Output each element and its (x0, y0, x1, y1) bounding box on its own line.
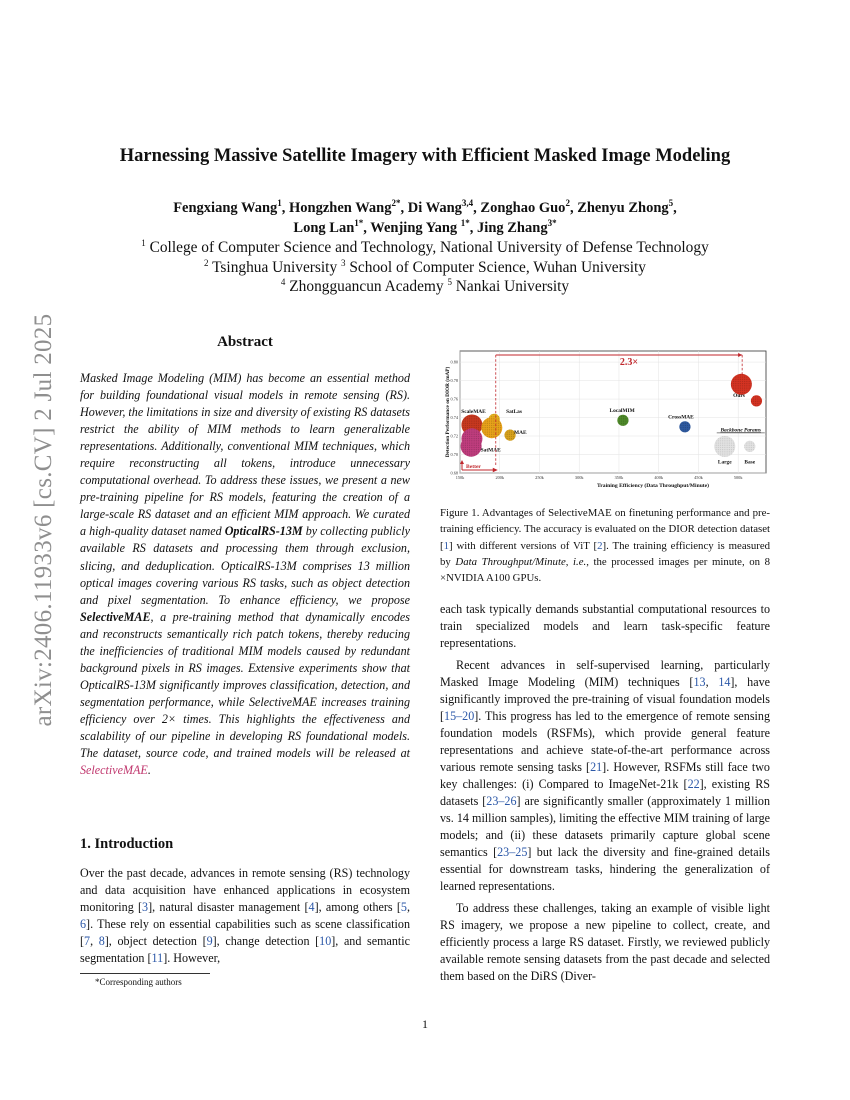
figure-1-chart (440, 343, 770, 495)
citation-link[interactable]: 9 (206, 934, 213, 949)
citation-link[interactable]: 11 (151, 951, 164, 966)
selectivemae-link[interactable]: SelectiveMAE (80, 763, 148, 778)
x-tick-label: 300k (574, 475, 584, 480)
y-tick-label: 0.80 (450, 359, 458, 365)
citation-link[interactable]: 1 (443, 539, 450, 552)
footnote-rule (80, 973, 210, 974)
paragraph: To address these challenges, taking an example of visible light RS imagery, we propose a new pipeline to collect, create, and efficiently process a large RS dataset. Firstly, we reviewed publicly available remote sensing datasets from the past decade and selected them based on the DiRS (Diver- (440, 900, 770, 983)
paragraph: each task typically demands substantial computational resources to train specialized models and learn task-specific feature representations. (440, 602, 770, 651)
citation-link[interactable]: 14 (718, 674, 731, 689)
data-point-texture (751, 395, 762, 406)
x-tick-label: 500k (733, 475, 743, 480)
y-tick-label: 0.68 (450, 470, 458, 476)
scatter-chart-svg (440, 343, 770, 495)
author: Zonghao Guo (480, 200, 566, 216)
point-label: Ours (733, 393, 745, 400)
speedup-annotation: 2.3× (619, 357, 639, 368)
point-label: SatMAE (480, 447, 501, 454)
citation-link[interactable]: 3 (142, 900, 149, 915)
citation-link[interactable]: 8 (98, 934, 105, 949)
data-point-texture (461, 436, 482, 457)
author-list: Fengxiang Wang$^1$, Hongzhen Wang$^{2*}$, Di Wang$^{3,4}$, Zonghao Guo$^2$, Zhenyu Zhong$^5$, Long Lan$^{1*}$, Wenjing Yang $^{1*}$, Jing Zhang$^{3*}$ (173, 198, 677, 236)
point-label: ScaleMAE (461, 408, 486, 415)
legend-marker-texture (714, 436, 735, 457)
citation-link[interactable]: 22 (687, 776, 700, 791)
arxiv-identifier: arXiv:2406.11933v6 [cs.CV] 2 Jul 2025 (30, 313, 57, 727)
x-tick-label: 450k (694, 475, 703, 480)
data-point-texture (617, 415, 628, 426)
citation-link[interactable]: 5 (400, 900, 407, 915)
citation-link[interactable]: 2 (597, 539, 603, 552)
x-tick-label: 400k (654, 475, 663, 480)
citation-link[interactable]: 23–25 (497, 845, 528, 860)
author: Hongzhen Wang (289, 200, 392, 216)
introduction-heading: 1. Introduction (80, 836, 174, 852)
paper-title: Harnessing Massive Satellite Imagery with Efficient Masked Image Modeling (119, 146, 731, 166)
author: Wenjing Yang (370, 220, 458, 236)
legend-label: Large (717, 459, 732, 466)
y-tick-label: 0.72 (450, 433, 458, 439)
legend-marker-texture (744, 441, 755, 452)
better-label: Better (466, 464, 481, 470)
x-tick-label: 350k (614, 475, 624, 480)
citation-link[interactable]: 13 (693, 674, 706, 689)
citation-link[interactable]: 15–20 (444, 708, 475, 723)
citation-link[interactable]: 7 (84, 934, 91, 949)
footnote: *Corresponding authors (95, 977, 182, 987)
introduction-paragraph: Over the past decade, advances in remote sensing (RS) technology and data acquisition have enhanced applications in ecosystem monitoring [3], natural disaster management [4], among others [5, 6]. These rely on essential capabilities such as scene classification [7, 8], object detection [9], change detection [10], and semantic segmentation [11]. However, (80, 866, 411, 966)
citation-link[interactable]: 10 (319, 934, 332, 949)
affiliations: $^1$ College of Computer Science and Technology, National University of Defense Technology $^2$ Tsinghua University $^3$ School of Computer Science, Wuhan University $^4$ Zhongguancun Academy $^5$ Nankai University (141, 238, 709, 295)
x-tick-label: 150k (455, 475, 465, 480)
author: Di Wang (407, 200, 462, 216)
citation-link[interactable]: 6 (80, 917, 87, 932)
data-point-texture (731, 374, 752, 395)
point-label: MAE (514, 430, 527, 437)
point-label: LocalMIM (609, 408, 635, 414)
y-tick-label: 0.76 (450, 396, 458, 402)
legend-title: Backbone Params (720, 427, 762, 434)
citation-link[interactable]: 23–26 (486, 794, 517, 809)
figure-1-caption: Figure 1. Advantages of SelectiveMAE on finetuning performance and pre-training efficiency. The accuracy is evaluated on the DIOR detection dataset [1] with different versions of ViT [2]. The training efficiency is measured by Data Throughput/Minute, i.e., the processed images per minute, on 8 ×NVIDIA A100 GPUs. (440, 507, 771, 585)
legend-label: Base (744, 459, 756, 466)
author: Jing Zhang (477, 220, 548, 236)
point-label: CrossMAE (668, 414, 694, 421)
citation-link[interactable]: 4 (308, 900, 315, 915)
data-point-texture (481, 417, 502, 438)
right-column-text (440, 601, 770, 990)
y-tick-label: 0.74 (450, 415, 458, 421)
x-tick-label: 250k (535, 475, 544, 480)
y-tick-label: 0.78 (450, 378, 458, 384)
y-tick-label: 0.70 (450, 452, 458, 458)
point-label: SatLas (506, 408, 522, 415)
author: Fengxiang Wang (173, 200, 278, 216)
x-axis-label: Training Efficiency (Data Throughput/Minute) (596, 483, 710, 489)
y-axis-label: Detection Performance on DIOR (mAP) (445, 366, 451, 458)
author: Zhenyu Zhong (577, 200, 669, 216)
abstract-heading: Abstract (217, 334, 273, 350)
page-number: 1 (422, 1017, 428, 1031)
abstract-body: Masked Image Modeling (MIM) has become an essential method for building foundational visual models in remote sensing (RS). However, the limitations in size and diversity of existing RS datasets restrict the ability of MIM methods to learn generalizable representations. Additionally, conventional MIM techniques, which require reconstructing all tokens, introduce unnecessary computational overhead. To address these issues, we present a new pre-training pipeline for RS models, featuring the creation of a large-scale RS dataset and an efficient MIM approach. We curated a high-quality dataset named OpticalRS-13M by collecting publicly available RS datasets and processing them through exclusion, slicing, and deduplication. OpticalRS-13M comprises 13 million optical images covering various RS tasks, such as object detection and pixel segmentation. To enhance efficiency, we propose SelectiveMAE, a pre-training method that dynamically encodes and reconstructs semantically rich patch tokens, thereby reducing the inefficiencies of traditional MIM models caused by redundant background pixels in RS images. Extensive experiments show that OpticalRS-13M significantly improves classification, detection, and segmentation performance, while SelectiveMAE increases training efficiency over 2× times. This highlights the effectiveness and scalability of our pipeline in developing RS foundational models. The dataset, source code, and trained models will be released at SelectiveMAE. (80, 371, 410, 778)
author: Long Lan (293, 220, 355, 236)
paragraph: Recent advances in self-supervised learning, particularly Masked Image Modeling (MIM) techniques [13, 14], have significantly improved the pre-training of visual foundation models [15–20]. This progress has led to the emergence of remote sensing foundation models (RSFMs), which provide general feature representations and achieve state-of-the-art performance across various remote sensing tasks [21]. However, RSFMs still face two key challenges: (i) Compared to ImageNet-21k [22], existing RS datasets [23–26] are significantly smaller (approximately 1 million vs. 14 million samples), limiting the effective MIM training of large models; and (ii) these datasets primarily capture global scene semantics [23–25] but lack the diversity and fine-grained details essential for downstream tasks, hindering the generalization of learned representations. (440, 657, 771, 894)
citation-link[interactable]: 21 (590, 759, 603, 774)
x-tick-label: 200k (495, 475, 505, 480)
data-point-texture (679, 421, 690, 432)
